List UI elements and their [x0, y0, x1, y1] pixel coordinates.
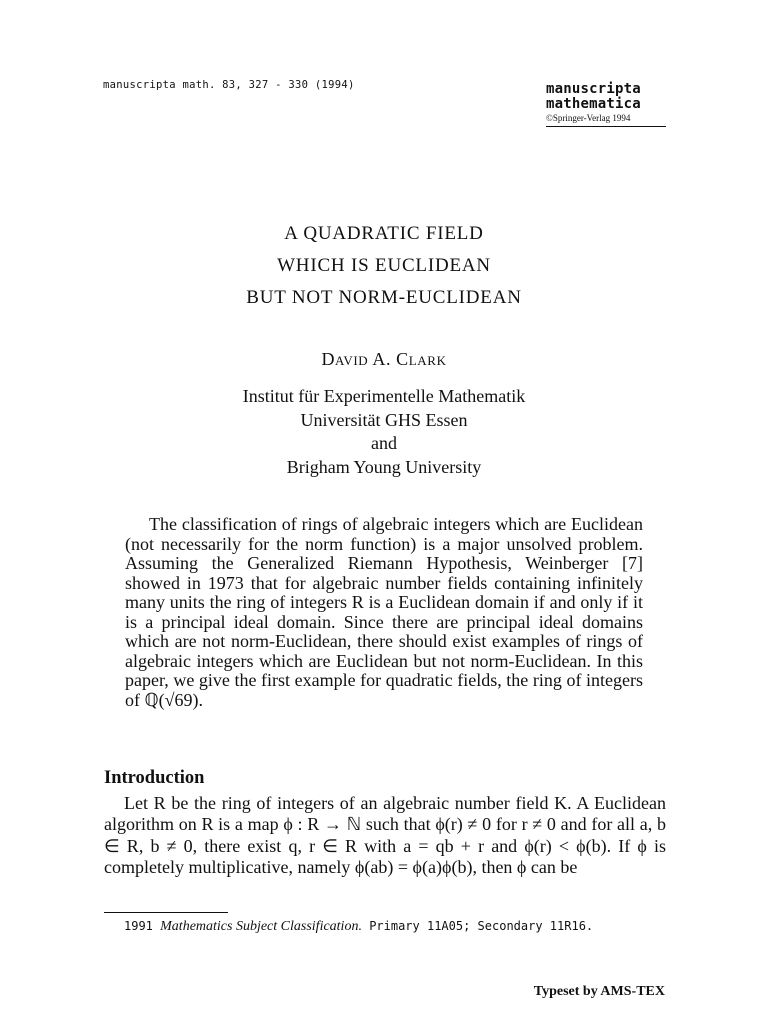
footnote-year: 1991: [124, 919, 153, 933]
journal-logo: [546, 82, 666, 127]
title-line: A QUADRATIC FIELD: [284, 223, 484, 244]
title-line: WHICH IS EUCLIDEAN: [277, 255, 491, 276]
introduction-body: [104, 793, 666, 878]
section-heading-introduction: Introduction: [104, 768, 205, 788]
affiliation-line: Universität GHS Essen: [300, 409, 468, 430]
citation-line: manuscripta math. 83, 327 - 330 (1994): [103, 79, 355, 91]
affiliation-line: and: [371, 433, 397, 453]
affiliation-line: Institut für Experimentelle Mathematik: [242, 386, 526, 406]
affiliation-line: Brigham Young University: [286, 456, 482, 477]
typeset-credit: Typeset by AMS-TEX: [533, 984, 665, 999]
title-line: BUT NOT NORM-EUCLIDEAN: [246, 287, 522, 308]
journal-name-line-1: manuscripta: [546, 81, 641, 97]
abstract-text: The classification of rings of algebraic integers which are Euclidean (not necessarily for the norm function) is a major unsolved problem. Assuming the Generalized Riemann Hypothesis, Weinberger [7] showed in 1973 that for algebraic number fields containing infinitely many units the ring of integers R is a Euclidean domain if and only if it is a principal ideal domain. Since there are principal ideal domains which are not norm-Euclidean, there should exist examples of rings of algebraic integers which are Euclidean but not norm-Euclidean. In this paper, we give the first example for quadratic fields, the ring of integers of ℚ(√69).: [125, 514, 643, 710]
author-name: David A. Clark: [321, 349, 447, 369]
abstract: [125, 515, 643, 710]
affiliations: [0, 385, 768, 479]
footnote-rule: [104, 912, 228, 913]
journal-name-line-2: mathematica: [546, 96, 641, 112]
copyright-notice: ©Springer-Verlag 1994: [546, 113, 631, 123]
footnote-label: Mathematics Subject Classification.: [160, 919, 362, 934]
introduction-text: Let R be the ring of integers of an algebraic number field K. A Euclidean algorithm on R is a map ϕ : R → ℕ such that ϕ(r) ≠ 0 for r ≠ 0 and for all a, b ∈ R, b ≠ 0, there exist q, r ∈ R with a = qb + r and ϕ(r) < ϕ(b). If ϕ is completely multiplicative, namely ϕ(ab) = ϕ(a)ϕ(b), then ϕ can be: [104, 793, 666, 877]
footnote: [104, 917, 666, 936]
paper-title: [0, 218, 768, 314]
footnote-text: Primary 11A05; Secondary 11R16.: [369, 919, 594, 933]
